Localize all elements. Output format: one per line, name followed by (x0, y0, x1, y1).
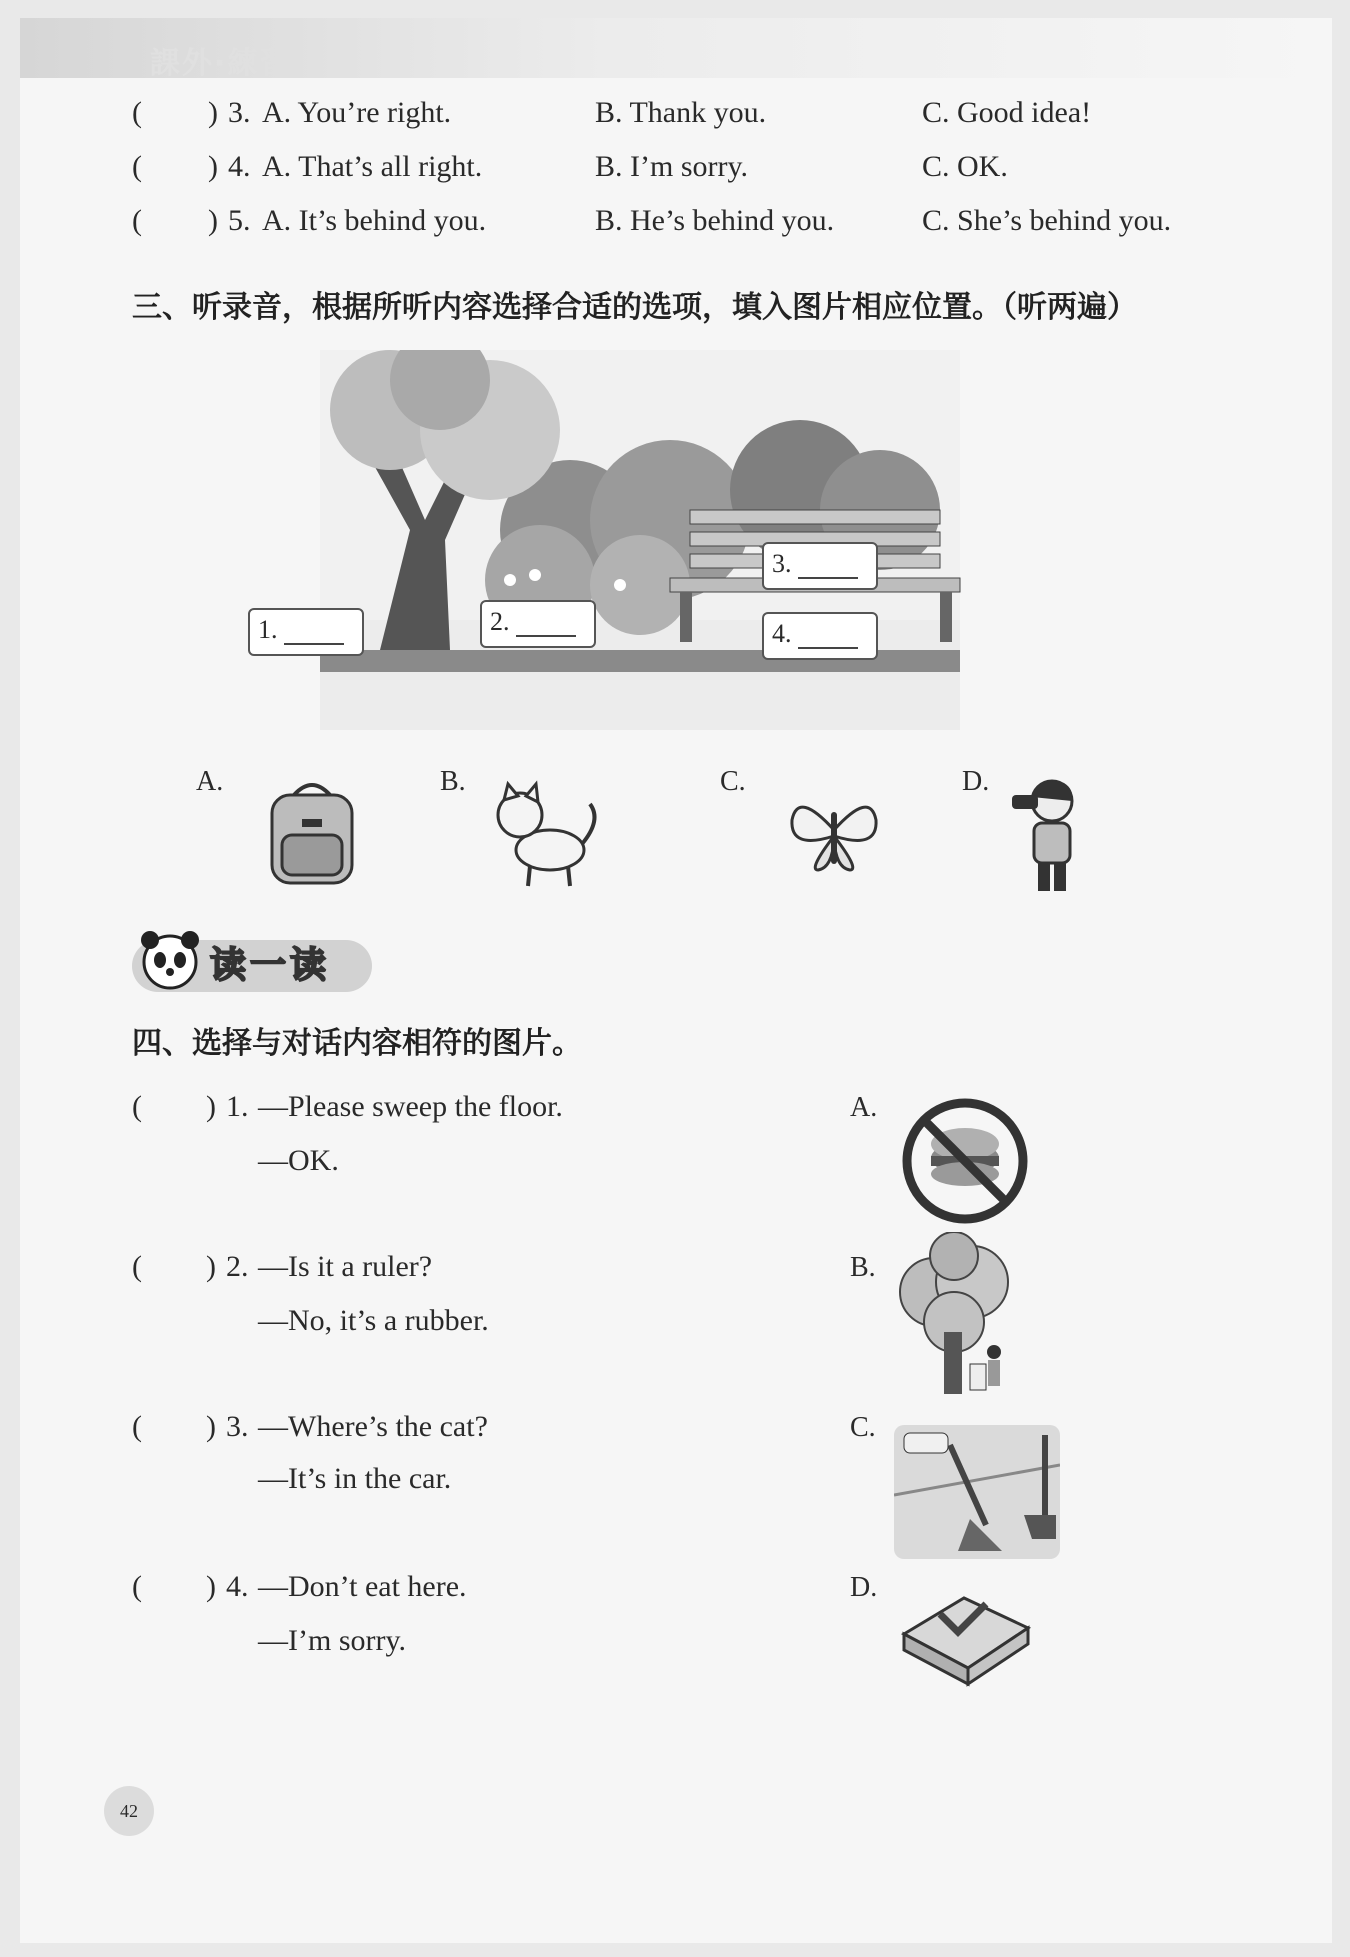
option-b: B. I’m sorry. (595, 150, 749, 183)
answer-paren-open[interactable]: ( (132, 1090, 142, 1123)
backpack-icon (254, 775, 370, 890)
answer-paren-close: ) (206, 1570, 216, 1603)
sweeping-broom-icon (894, 1425, 1060, 1559)
read-section-title: 读一读 (210, 945, 331, 986)
dialogue-line-2: —No, it’s a rubber. (258, 1304, 489, 1337)
answer-box-label: 3. (772, 549, 792, 578)
option-b: B. Thank you. (595, 96, 767, 129)
dialogue-line-2: —OK. (258, 1144, 339, 1177)
option-letter-a: A. (196, 766, 224, 797)
answer-box-label: 1. (258, 615, 278, 644)
answer-box-label: 2. (490, 607, 510, 636)
dialogue-line-2: —It’s in the car. (258, 1462, 452, 1495)
rubber-eraser-icon (894, 1578, 1034, 1688)
dialogue-line-1: —Please sweep the floor. (258, 1090, 563, 1123)
cat-icon (490, 780, 605, 890)
question-number: 4. (228, 150, 251, 183)
answer-blank[interactable] (798, 623, 858, 649)
answer-box-1[interactable] (248, 608, 364, 656)
answer-paren-close: ) (208, 204, 218, 237)
option-letter-b: B. (440, 766, 466, 797)
option-c: C. She’s behind you. (922, 204, 1172, 237)
question-number: 1. (226, 1090, 249, 1123)
option-b: B. He’s behind you. (595, 204, 835, 237)
answer-paren-open[interactable]: ( (132, 204, 142, 237)
option-c: C. Good idea! (922, 96, 1092, 129)
boy-with-binoculars-icon (1008, 775, 1088, 895)
answer-box-3[interactable] (762, 542, 878, 590)
answer-blank[interactable] (516, 611, 576, 637)
question-number: 3. (228, 96, 251, 129)
question-number: 2. (226, 1250, 249, 1283)
option-a: A. It’s behind you. (262, 204, 487, 237)
answer-paren-open[interactable]: ( (132, 96, 142, 129)
page-number: 42 (104, 1786, 154, 1836)
option-letter-d: D. (962, 766, 990, 797)
section3-heading: 三、听录音，根据所听内容选择合适的选项，填入图片相应位置。（听两遍） (132, 290, 1137, 325)
answer-paren-open[interactable]: ( (132, 150, 142, 183)
dialogue-line-1: —Don’t eat here. (258, 1570, 467, 1603)
header-logo: 課外·練習 (150, 46, 292, 81)
dialogue-line-1: —Is it a ruler? (258, 1250, 433, 1283)
answer-box-2[interactable] (480, 600, 596, 648)
picture-letter-d: D. (850, 1572, 878, 1603)
option-letter-c: C. (720, 766, 746, 797)
picture-letter-b: B. (850, 1252, 876, 1283)
tree-with-painter-icon (894, 1232, 1014, 1402)
no-eating-icon (898, 1098, 1032, 1224)
question-number: 5. (228, 204, 251, 237)
answer-blank[interactable] (798, 553, 858, 579)
answer-paren-open[interactable]: ( (132, 1250, 142, 1283)
answer-paren-close: ) (208, 96, 218, 129)
picture-letter-c: C. (850, 1412, 876, 1443)
answer-paren-open[interactable]: ( (132, 1570, 142, 1603)
option-a: A. You’re right. (262, 96, 452, 129)
option-c: C. OK. (922, 150, 1008, 183)
dialogue-line-2: —I’m sorry. (258, 1624, 407, 1657)
answer-paren-close: ) (206, 1090, 216, 1123)
dialogue-line-1: —Where’s the cat? (258, 1410, 488, 1443)
answer-paren-open[interactable]: ( (132, 1410, 142, 1443)
answer-box-4[interactable] (762, 612, 878, 660)
answer-paren-close: ) (206, 1250, 216, 1283)
page-header-band (20, 18, 1332, 81)
question-number: 4. (226, 1570, 249, 1603)
panda-mascot-icon (140, 928, 200, 994)
option-a: A. That’s all right. (262, 150, 483, 183)
butterfly-icon (788, 790, 880, 874)
question-number: 3. (226, 1410, 249, 1443)
answer-paren-close: ) (208, 150, 218, 183)
answer-box-label: 4. (772, 619, 792, 648)
section4-heading: 四、选择与对话内容相符的图片。 (132, 1026, 582, 1061)
picture-letter-a: A. (850, 1092, 878, 1123)
answer-blank[interactable] (284, 619, 344, 645)
answer-paren-close: ) (206, 1410, 216, 1443)
park-scene-illustration (240, 350, 1000, 730)
